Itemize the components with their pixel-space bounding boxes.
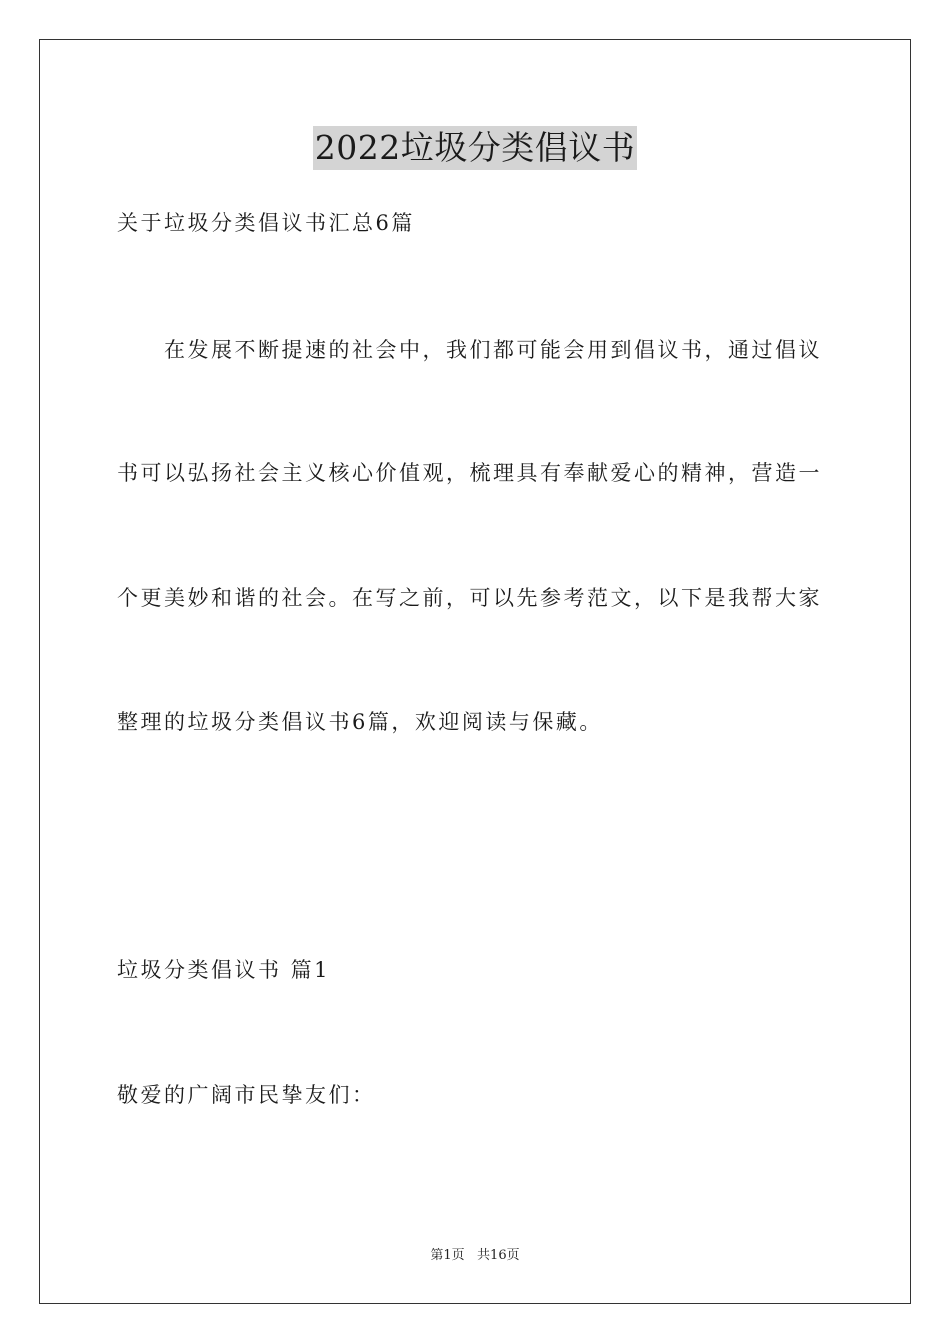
intro-line-3: 个更美妙和谐的社会。在写之前，可以先参考范文，以下是我帮大家 xyxy=(117,586,822,610)
document-subtitle: 关于垃圾分类倡议书汇总6篇 xyxy=(117,211,415,235)
document-title: 2022垃圾分类倡议书 xyxy=(313,126,637,170)
page-number: 第1页 共16页 xyxy=(430,1248,520,1263)
title-container xyxy=(0,126,950,170)
intro-line-1: 在发展不断提速的社会中，我们都可能会用到倡议书，通过倡议 xyxy=(164,338,822,362)
intro-line-4: 整理的垃圾分类倡议书6篇，欢迎阅读与保藏。 xyxy=(117,710,603,734)
section-heading: 垃圾分类倡议书 篇1 xyxy=(117,958,331,982)
intro-line-2: 书可以弘扬社会主义核心价值观，梳理具有奉献爱心的精神，营造一 xyxy=(117,461,822,485)
salutation: 敬爱的广阔市民挚友们： xyxy=(117,1083,376,1107)
